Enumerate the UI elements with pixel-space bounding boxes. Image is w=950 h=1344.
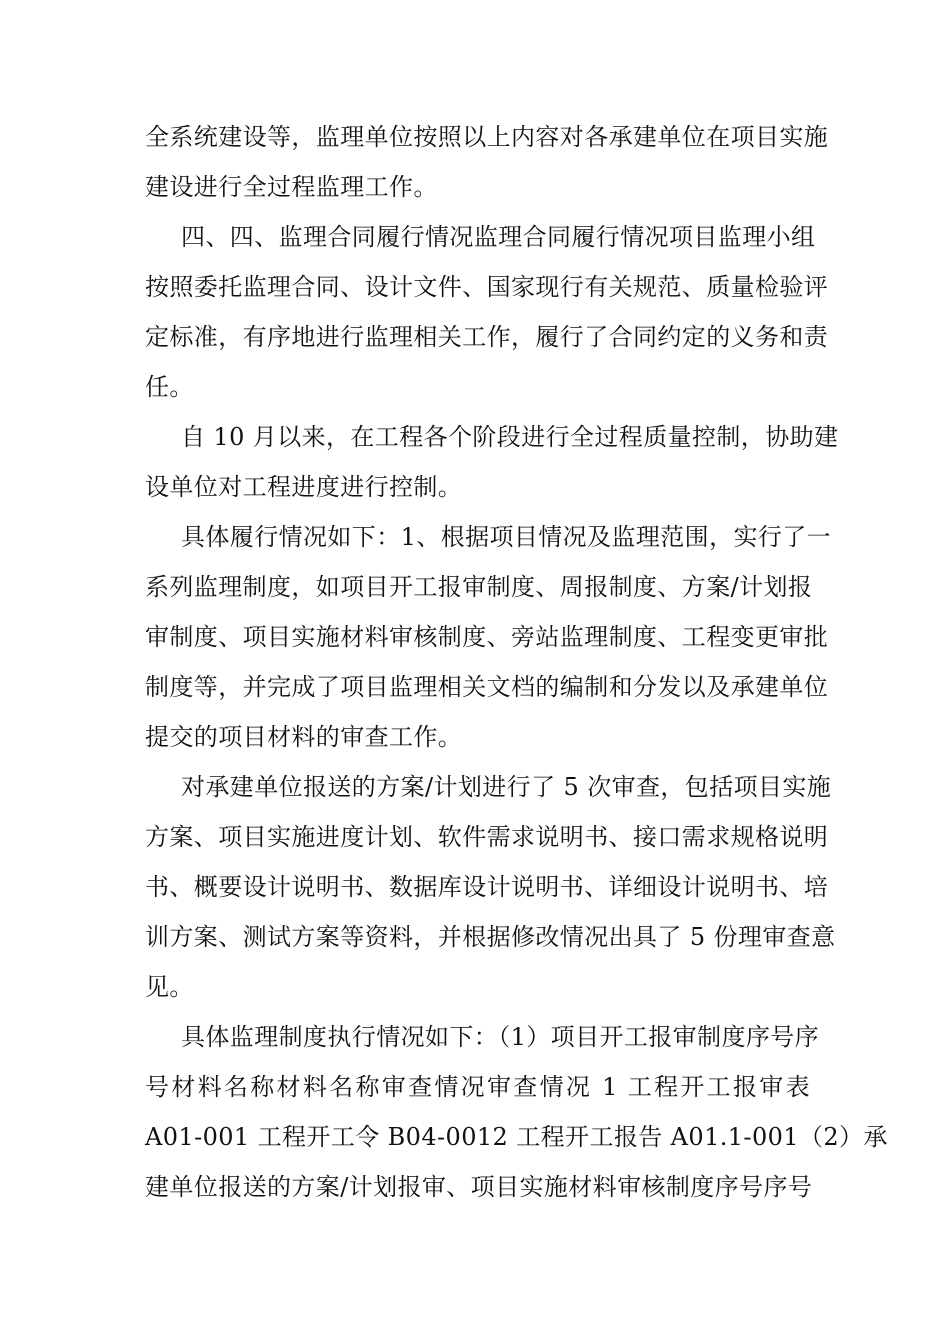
text-line: 号材料名称材料名称审查情况审查情况 1 工程开工报审表: [145, 1073, 810, 1101]
text-line: 自 10 月以来，在工程各个阶段进行全过程质量控制，协助建: [181, 423, 839, 451]
paragraph-3: [145, 412, 839, 512]
text-line: A01-001 工程开工令 B04-0012 工程开工报告 A01.1-001（2）承: [145, 1123, 888, 1151]
paragraph-5: [145, 762, 836, 1012]
text-line: 系列监理制度，如项目开工报审制度、周报制度、方案/计划报: [145, 573, 813, 601]
text-line: 定标准，有序地进行监理相关工作，履行了合同约定的义务和责: [145, 323, 829, 351]
text-line: 方案、项目实施进度计划、软件需求说明书、接口需求规格说明: [145, 823, 829, 851]
paragraph-1: [145, 112, 829, 212]
text-line: 设单位对工程进度进行控制。: [145, 473, 463, 501]
text-line: 任。: [145, 373, 194, 401]
text-line: 建设进行全过程监理工作。: [145, 173, 438, 201]
text-line: 见。: [145, 973, 194, 1001]
text-line: 按照委托监理合同、设计文件、国家现行有关规范、质量检验评: [145, 273, 829, 301]
paragraph-2: [145, 212, 829, 412]
text-line: 训方案、测试方案等资料，并根据修改情况出具了 5 份理审查意: [145, 923, 836, 951]
paragraph-6: [145, 1012, 888, 1212]
text-line: 对承建单位报送的方案/计划进行了 5 次审查，包括项目实施: [181, 773, 832, 801]
text-line: 全系统建设等，监理单位按照以上内容对各承建单位在项目实施: [145, 123, 829, 151]
text-line: 书、概要设计说明书、数据库设计说明书、详细设计说明书、培: [145, 873, 829, 901]
text-line: 制度等，并完成了项目监理相关文档的编制和分发以及承建单位: [145, 673, 829, 701]
text-line: 审制度、项目实施材料审核制度、旁站监理制度、工程变更审批: [145, 623, 829, 651]
text-line: 具体监理制度执行情况如下：（1）项目开工报审制度序号序: [181, 1023, 820, 1051]
document-body: [145, 112, 888, 1212]
paragraph-4: [145, 512, 832, 762]
text-line: 建单位报送的方案/计划报审、项目实施材料审核制度序号序号: [145, 1173, 813, 1201]
text-line: 提交的项目材料的审查工作。: [145, 723, 463, 751]
text-line: 具体履行情况如下：1、根据项目情况及监理范围，实行了一: [181, 523, 832, 551]
text-line: 四、四、监理合同履行情况监理合同履行情况项目监理小组: [181, 223, 816, 251]
